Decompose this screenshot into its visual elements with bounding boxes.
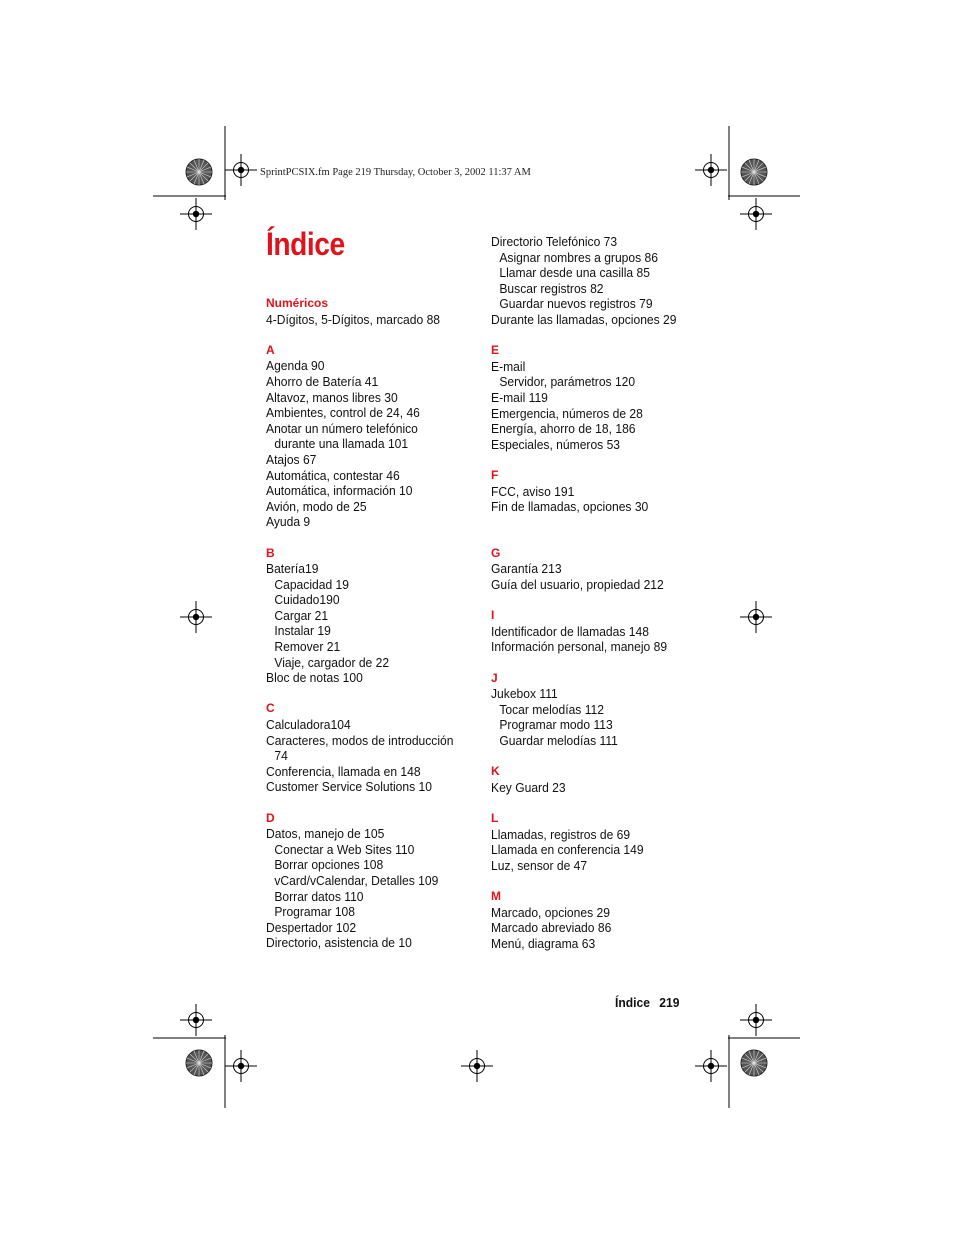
registration-mark-icon <box>180 1004 212 1036</box>
section-gap <box>491 530 706 546</box>
index-entry: Automática, contestar 46 <box>266 467 400 483</box>
registration-mark-icon <box>695 154 727 186</box>
index-subentry: Viaje, cargador de 22 <box>274 654 390 670</box>
index-entry: Directorio Telefónico 73 <box>491 234 618 249</box>
registration-star-icon <box>741 159 767 185</box>
index-entry: Bloc de notas 100 <box>266 670 363 686</box>
section-gap <box>491 328 706 344</box>
page-footer <box>615 995 679 1010</box>
section-letter-heading: B <box>266 545 275 560</box>
index-entry: Fin de llamadas, opciones 30 <box>491 499 649 515</box>
index-entry: Marcado abreviado 86 <box>491 920 612 936</box>
index-entry: Garantía 213 <box>491 561 562 577</box>
index-subentry: Instalar 19 <box>274 623 331 639</box>
index-entry: Jukebox 111 <box>491 686 558 702</box>
section-gap <box>491 749 706 765</box>
registration-mark-icon <box>180 198 212 230</box>
index-entry: Identificador de llamadas 148 <box>491 623 649 639</box>
index-entry: Directorio, asistencia de 10 <box>266 935 412 951</box>
index-subentry: Capacidad 19 <box>274 576 349 592</box>
page-title: Índice <box>266 226 345 262</box>
index-section <box>266 686 481 795</box>
section-letter-heading: A <box>266 342 275 357</box>
section-gap <box>266 686 481 702</box>
index-column-left <box>266 296 481 951</box>
index-section <box>266 530 481 686</box>
index-entry: Energía, ahorro de 18, 186 <box>491 421 636 437</box>
registration-star-icon <box>741 1050 767 1076</box>
section-gap <box>266 530 481 546</box>
registration-mark-icon <box>695 1050 727 1082</box>
section-letter-heading: E <box>491 343 500 358</box>
section-gap <box>491 515 706 531</box>
section-letter-heading: K <box>491 764 500 779</box>
index-entry: E-mail 119 <box>491 389 548 405</box>
index-section <box>491 328 706 453</box>
index-entry: Automática, información 10 <box>266 483 413 499</box>
section-gap <box>491 873 706 889</box>
index-subentry: Conectar a Web Sites 110 <box>274 841 415 857</box>
index-subentry: Guardar nuevos registros 79 <box>499 296 653 312</box>
index-subentry: Tocar melodías 112 <box>499 701 604 717</box>
index-subentry: Cuidado190 <box>274 592 340 608</box>
index-section <box>491 795 706 873</box>
index-subentry: Programar 108 <box>274 904 356 920</box>
index-section <box>491 749 706 796</box>
section-letter-heading: G <box>491 545 501 560</box>
index-entry: Ahorro de Batería 41 <box>266 373 379 389</box>
registration-mark-icon <box>180 601 212 633</box>
registration-mark-icon <box>740 1004 772 1036</box>
index-subentry: 74 <box>274 748 288 764</box>
index-subentry: Remover 21 <box>274 639 341 655</box>
index-entry: Luz, sensor de 47 <box>491 857 588 873</box>
index-entry: Información personal, manejo 89 <box>491 639 668 655</box>
index-entry: Llamada en conferencia 149 <box>491 842 644 858</box>
index-entry: Anotar un número telefónico <box>266 420 418 436</box>
section-gap <box>266 327 481 343</box>
index-entry: Altavoz, manos libres 30 <box>266 389 398 405</box>
index-entry: FCC, aviso 191 <box>491 483 575 499</box>
section-letter-heading: L <box>491 810 499 825</box>
index-section <box>491 234 706 328</box>
index-entry: Guía del usuario, propiedad 212 <box>491 577 664 593</box>
registration-mark-icon <box>225 1050 257 1082</box>
index-section <box>266 795 481 951</box>
index-section <box>491 593 706 655</box>
index-entry: Despertador 102 <box>266 919 357 935</box>
registration-star-icon <box>186 1050 212 1076</box>
index-entry: Marcado, opciones 29 <box>491 904 610 920</box>
section-gap <box>491 655 706 671</box>
index-subentry: Programar modo 113 <box>499 717 613 733</box>
section-letter-heading: Numéricos <box>266 296 329 310</box>
section-letter-heading: I <box>491 608 495 623</box>
section-letter-heading: J <box>491 670 498 685</box>
index-entry: Ambientes, control de 24, 46 <box>266 405 420 421</box>
index-entry: Atajos 67 <box>266 451 317 467</box>
index-entry: Conferencia, llamada en 148 <box>266 763 421 779</box>
index-entry: Caracteres, modos de introducción <box>266 732 454 748</box>
print-header: SprintPCSIX.fm Page 219 Thursday, October 3, 2002 11:37 AM <box>260 167 531 178</box>
section-letter-heading: C <box>266 701 275 716</box>
section-gap <box>491 593 706 609</box>
index-entry: Menú, diagrama 63 <box>491 935 596 951</box>
index-entry: Batería19 <box>266 561 319 577</box>
index-subentry: Asignar nombres a grupos 86 <box>499 249 658 265</box>
index-entry: Durante las llamadas, opciones 29 <box>491 311 677 327</box>
index-entry: Especiales, números 53 <box>491 436 621 452</box>
index-subentry: Borrar datos 110 <box>274 888 364 904</box>
index-subentry: durante una llamada 101 <box>274 436 409 452</box>
index-entry: Agenda 90 <box>266 358 325 374</box>
registration-mark-icon <box>740 198 772 230</box>
index-column-right <box>491 234 706 951</box>
index-section <box>491 452 706 514</box>
index-subentry: Llamar desde una casilla 85 <box>499 265 650 281</box>
index-subentry: Guardar melodías 111 <box>499 733 618 748</box>
index-section <box>266 327 481 530</box>
section-letter-heading: M <box>491 888 501 903</box>
index-entry: Ayuda 9 <box>266 514 311 530</box>
index-entry: Calculadora104 <box>266 717 351 733</box>
index-entry: Key Guard 23 <box>491 779 566 795</box>
index-entry: Datos, manejo de 105 <box>266 826 385 842</box>
index-section <box>491 873 706 951</box>
section-letter-heading: D <box>266 810 275 825</box>
index-subentry: Servidor, parámetros 120 <box>499 374 636 390</box>
index-section <box>266 296 481 327</box>
registration-mark-icon <box>740 601 772 633</box>
section-gap <box>266 795 481 811</box>
index-entry: Customer Service Solutions 10 <box>266 779 432 795</box>
index-entry: E-mail <box>491 358 526 374</box>
index-subentry: Cargar 21 <box>274 607 329 623</box>
index-subentry: Borrar opciones 108 <box>274 857 384 873</box>
index-section <box>491 655 706 749</box>
registration-star-icon <box>186 159 212 185</box>
index-entry: 4-Dígitos, 5-Dígitos, marcado 88 <box>266 311 441 327</box>
registration-mark-icon <box>461 1050 493 1082</box>
index-section <box>491 515 706 593</box>
page-number: 219 <box>659 995 680 1010</box>
index-subentry: vCard/vCalendar, Detalles 109 <box>274 872 439 888</box>
section-gap <box>491 795 706 811</box>
registration-mark-icon <box>225 154 257 186</box>
section-gap <box>491 452 706 468</box>
index-entry: Avión, modo de 25 <box>266 498 367 514</box>
index-subentry: Buscar registros 82 <box>499 280 604 296</box>
index-entry: Emergencia, números de 28 <box>491 405 643 421</box>
index-entry: Llamadas, registros de 69 <box>491 826 631 842</box>
footer-section-label: Índice <box>615 995 650 1010</box>
section-letter-heading: F <box>491 467 499 482</box>
